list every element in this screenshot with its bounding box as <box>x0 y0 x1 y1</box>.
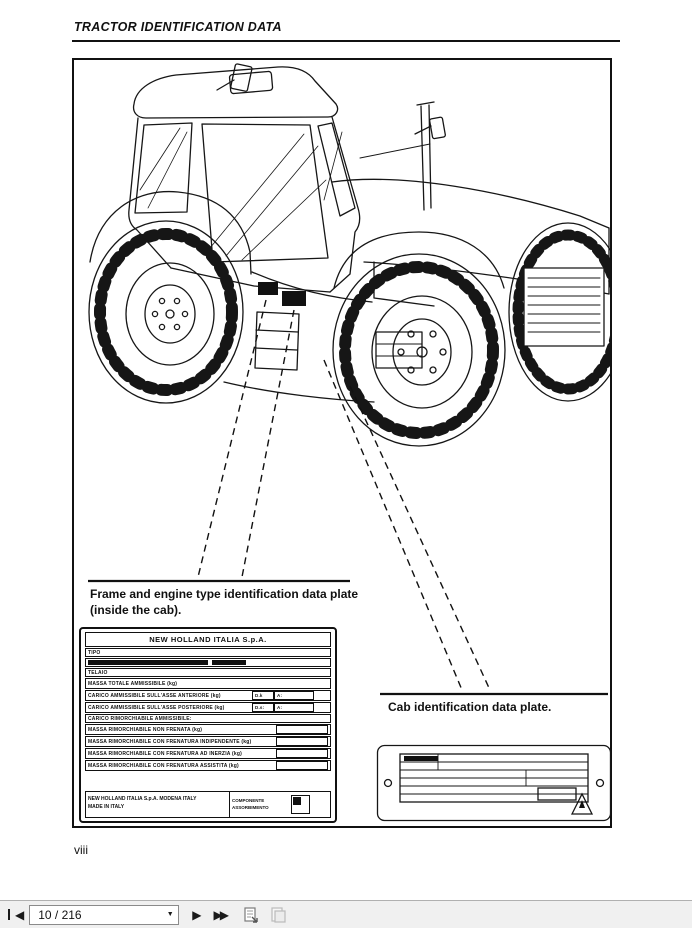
plate-row-label: MASSA RIMORCHIABILE NON FRENATA (kg) <box>88 726 203 733</box>
redacted-bar <box>212 660 246 665</box>
plate-cell-ds: D.s: <box>252 703 274 712</box>
header-rule <box>72 40 620 42</box>
copy-page-icon[interactable] <box>269 906 287 924</box>
page-number-combo[interactable] <box>29 905 179 925</box>
frame-engine-id-plate <box>79 627 337 823</box>
plate-row-model-redacted <box>85 658 331 667</box>
page-title: TRACTOR IDENTIFICATION DATA <box>74 20 282 34</box>
plate-row-telaio <box>85 668 331 677</box>
plate-row-label: MASSA RIMORCHIABILE CON FRENATURA ASSISTITA (kg) <box>88 762 239 769</box>
plate-row-frenatura-inerzia <box>85 748 331 759</box>
plate-footer-line1: NEW HOLLAND ITALIA S.p.A. MODENA ITALY <box>88 796 197 802</box>
plate-cell-a: A: <box>274 691 314 700</box>
plate-row-frenatura-assistita <box>85 760 331 771</box>
plate-manufacturer: NEW HOLLAND ITALIA S.p.A. <box>85 632 331 647</box>
plate-cell-dk: D.k <box>252 691 274 700</box>
plate-footer-line2: MADE IN ITALY <box>88 804 125 810</box>
plate-empty-cell <box>276 749 328 758</box>
plate-row-massa-totale <box>85 678 331 689</box>
front-fender <box>334 232 504 288</box>
cab-id-plate <box>376 744 612 822</box>
plate-empty-cell <box>276 761 328 770</box>
first-page-bar-icon[interactable] <box>8 909 10 920</box>
page-number-label: viii <box>74 843 88 857</box>
plate-row-carico-anteriore <box>85 690 331 701</box>
previous-page-button[interactable]: ◀ <box>15 907 25 922</box>
exhaust <box>360 102 434 210</box>
callout-frame-plate: Frame and engine type identification data plate (inside the cab). <box>90 587 359 617</box>
page-indicator[interactable]: 10 / 216 <box>38 907 82 922</box>
plate-footer <box>85 791 331 818</box>
plate-row-non-frenata <box>85 724 331 735</box>
plate-row-label: MASSA RIMORCHIABILE CON FRENATURA INDIPENDENTE (kg) <box>88 738 252 745</box>
plate-row-label: MASSA TOTALE AMMISSIBILE (kg) <box>88 680 178 687</box>
rear-left-wheel <box>89 221 243 403</box>
plate-cell-a: A: <box>274 703 314 712</box>
export-page-icon[interactable] <box>242 906 260 924</box>
figure-frame <box>72 58 612 828</box>
plate-footer-component-label: COMPONENTE ASSORBIMENTO <box>232 798 269 810</box>
plate-value-cells <box>252 691 314 700</box>
front-left-wheel <box>333 254 505 446</box>
redacted-bar <box>88 660 208 665</box>
next-page-button[interactable]: ▶ <box>192 907 202 922</box>
plate-value-cells <box>252 703 314 712</box>
plate-row-frenatura-indipendente <box>85 736 331 747</box>
plate-row-label: MASSA RIMORCHIABILE CON FRENATURA AD INERZIA (kg) <box>88 750 242 757</box>
cab <box>129 67 360 292</box>
plate-empty-cell <box>276 737 328 746</box>
plate-mark-square <box>291 795 310 814</box>
plate-telaio-label: TELAIO <box>88 669 108 676</box>
pdf-navigation-toolbar <box>0 900 692 928</box>
id-plates-on-tractor <box>255 282 306 370</box>
plate-row-label: CARICO AMMISSIBILE SULL'ASSE POSTERIORE (kg) <box>88 704 225 711</box>
plate-row-label: CARICO RIMORCHIABILE AMMISSIBILE: <box>88 715 192 722</box>
plate-tipo-label: TIPO <box>88 649 101 656</box>
combo-dropdown-icon[interactable]: ▼ <box>166 911 174 918</box>
plate-row-carico-rimorchiabile <box>85 714 331 723</box>
callout-cab-plate: Cab identification data plate. <box>388 700 552 714</box>
plate-row-carico-posteriore <box>85 702 331 713</box>
plate-row-label: CARICO AMMISSIBILE SULL'ASSE ANTERIORE (kg) <box>88 692 221 699</box>
plate-row-tipo <box>85 648 331 657</box>
plate-footer-maker <box>86 792 230 817</box>
mirrors <box>217 64 446 139</box>
plate-empty-cell <box>276 725 328 734</box>
next-view-button[interactable]: ▶▶ <box>213 909 229 921</box>
plate-footer-component <box>230 792 330 817</box>
